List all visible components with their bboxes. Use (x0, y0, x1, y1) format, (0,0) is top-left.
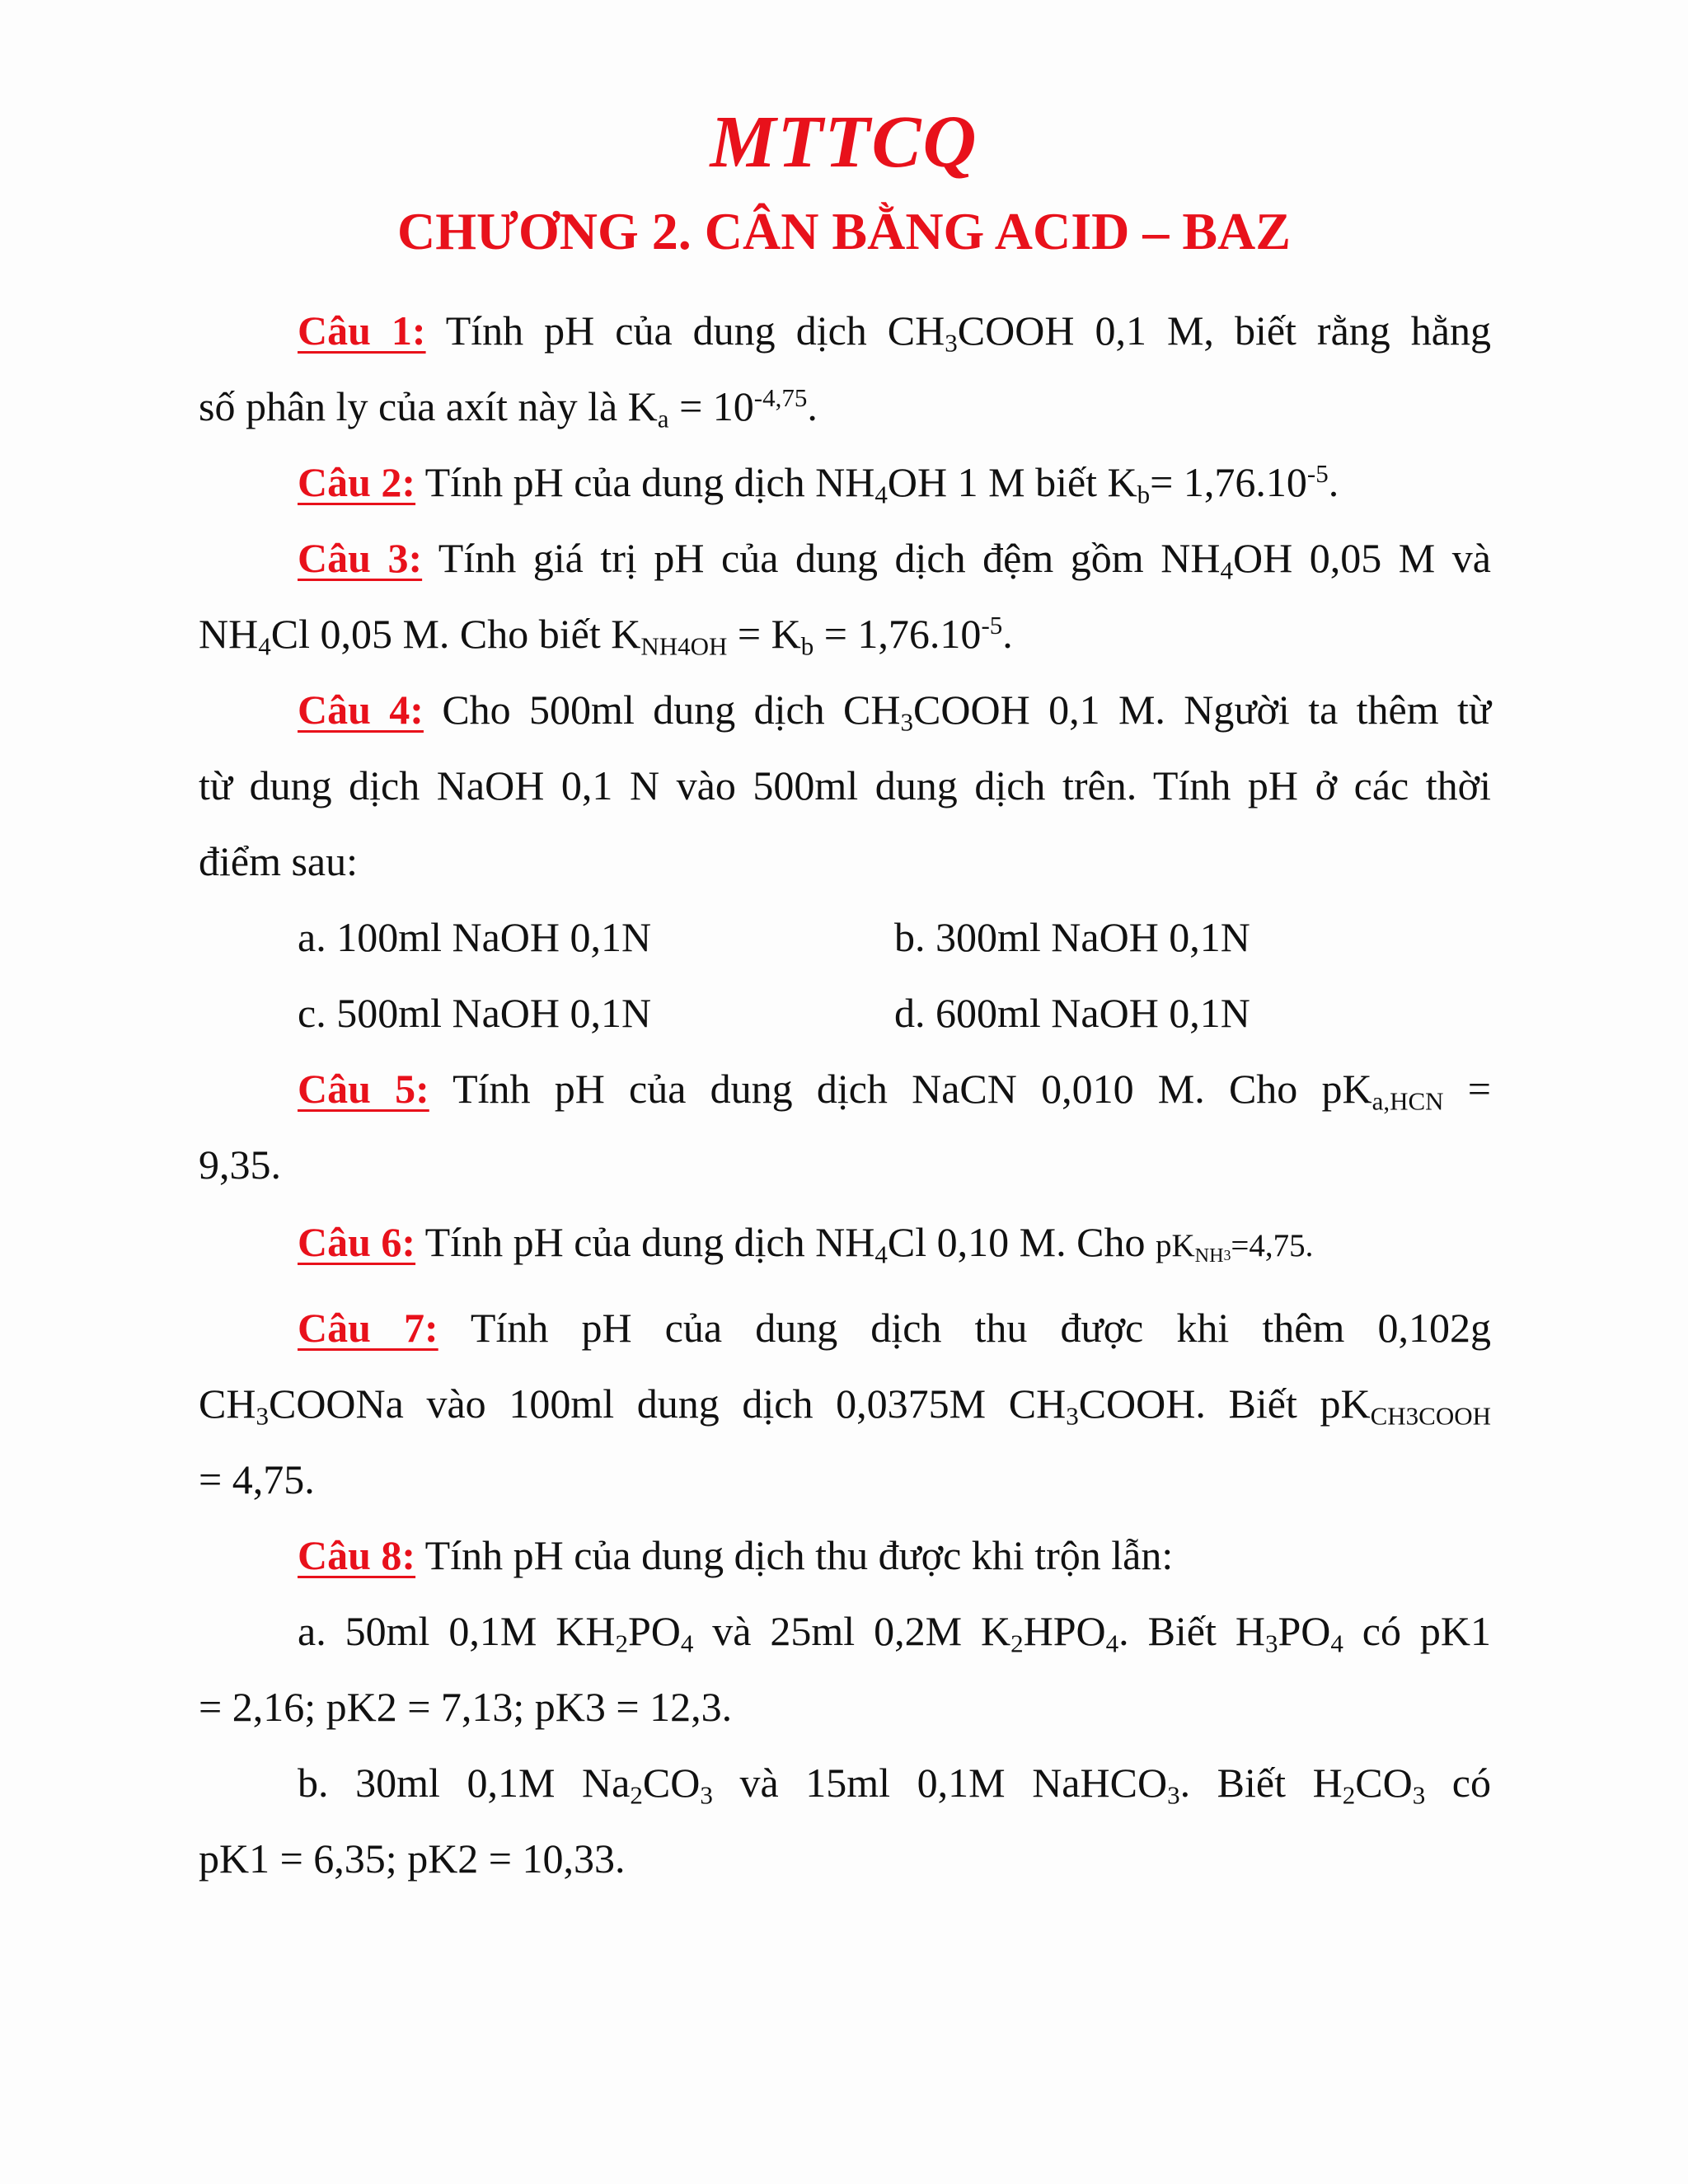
q4-option-d: d. 600ml NaOH 0,1N (894, 990, 1250, 1036)
q1-label: Câu 1: (298, 307, 426, 354)
q7-line-2: $CH_3COONa$ vào 100ml dung dịch 0,0375M $CH_3COOH$. Biết $pK_{CH3COOH}$ (199, 1380, 1492, 1431)
q2-line-1: Câu 2: Tính pH của dung dịch $NH_4OH$ 1 M biết $K_b= 1,76.10^{-5}$. (298, 458, 1339, 509)
chapter-title: CHƯƠNG 2. CÂN BẰNG ACID – BAZ (397, 202, 1291, 260)
q1-line-2: số phân ly của axít này là $K_a = 10^{-4,75}$. (199, 382, 818, 434)
q8-part-a-line-2: = 2,16; pK2 = 7,13; pK3 = 12,3. (199, 1684, 733, 1730)
q4-option-c: c. 500ml NaOH 0,1N (298, 990, 652, 1036)
q6-label: Câu 6: (298, 1219, 416, 1265)
q8-part-b-line-1: b. 30ml 0,1M $Na_2CO_3$ và 15ml 0,1M NaHCO$_3$. Biết $H_2CO_3$ có (298, 1760, 1492, 1810)
q8-line-1: Câu 8: Tính pH của dung dịch thu được khi trộn lẫn: (298, 1532, 1174, 1578)
q3-line-1: Câu 3: Tính giá trị pH của dung dịch đệm gồm $NH_4OH$ 0,05 M và (298, 535, 1491, 585)
q6-line-1: Câu 6: Tính pH của dung dịch $NH_4Cl$ 0,10 M. Cho $pK_{NH3}=4,75$. (298, 1219, 1314, 1269)
q1-line-1: Câu 1: Tính pH của dung dịch $CH_3COOH$ 0,1 M, biết rằng hằng (298, 307, 1491, 358)
q4-option-b: b. 300ml NaOH 0,1N (894, 914, 1250, 960)
q5-line-2: 9,35. (199, 1141, 281, 1188)
q7-line-3: = 4,75. (199, 1456, 315, 1502)
q4-line-1: Câu 4: Cho 500ml dung dịch $CH_3COOH$ 0,1 M. Người ta thêm từ (298, 687, 1491, 737)
q4-line-3: điểm sau: (199, 838, 359, 884)
q8-part-b-line-2: pK1 = 6,35; pK2 = 10,33. (199, 1835, 626, 1882)
header-logo: MTTCQ (710, 101, 978, 183)
q8-part-a-line-1: a. 50ml 0,1M $KH_2PO_4$ và 25ml 0,2M $K_2HPO_4$. Biết $H_3PO_4$ có pK1 (298, 1608, 1492, 1658)
q4-line-2: từ dung dịch NaOH 0,1 N vào 500ml dung dịch trên. Tính pH ở các thời (199, 762, 1491, 808)
q3-line-2: $NH_4Cl$ 0,05 M. Cho biết $K_{NH4OH} = K_b = 1,76.10^{-5}$. (199, 610, 1013, 661)
q5-line-1: Câu 5: Tính pH của dung dịch NaCN 0,010 M. Cho $pK_{a,HCN}$ = (298, 1066, 1491, 1116)
q3-label: Câu 3: (298, 535, 423, 581)
q8-label: Câu 8: (298, 1532, 416, 1578)
q4-label: Câu 4: (298, 687, 424, 733)
q5-label: Câu 5: (298, 1066, 429, 1112)
q7-label: Câu 7: (298, 1305, 438, 1351)
q2-label: Câu 2: (298, 459, 416, 505)
q7-line-1: Câu 7: Tính pH của dung dịch thu được khi thêm 0,102g (298, 1305, 1491, 1351)
q6-formula: $pK_{NH3}=4,75$. (1155, 1228, 1314, 1267)
q4-option-a: a. 100ml NaOH 0,1N (298, 914, 652, 960)
